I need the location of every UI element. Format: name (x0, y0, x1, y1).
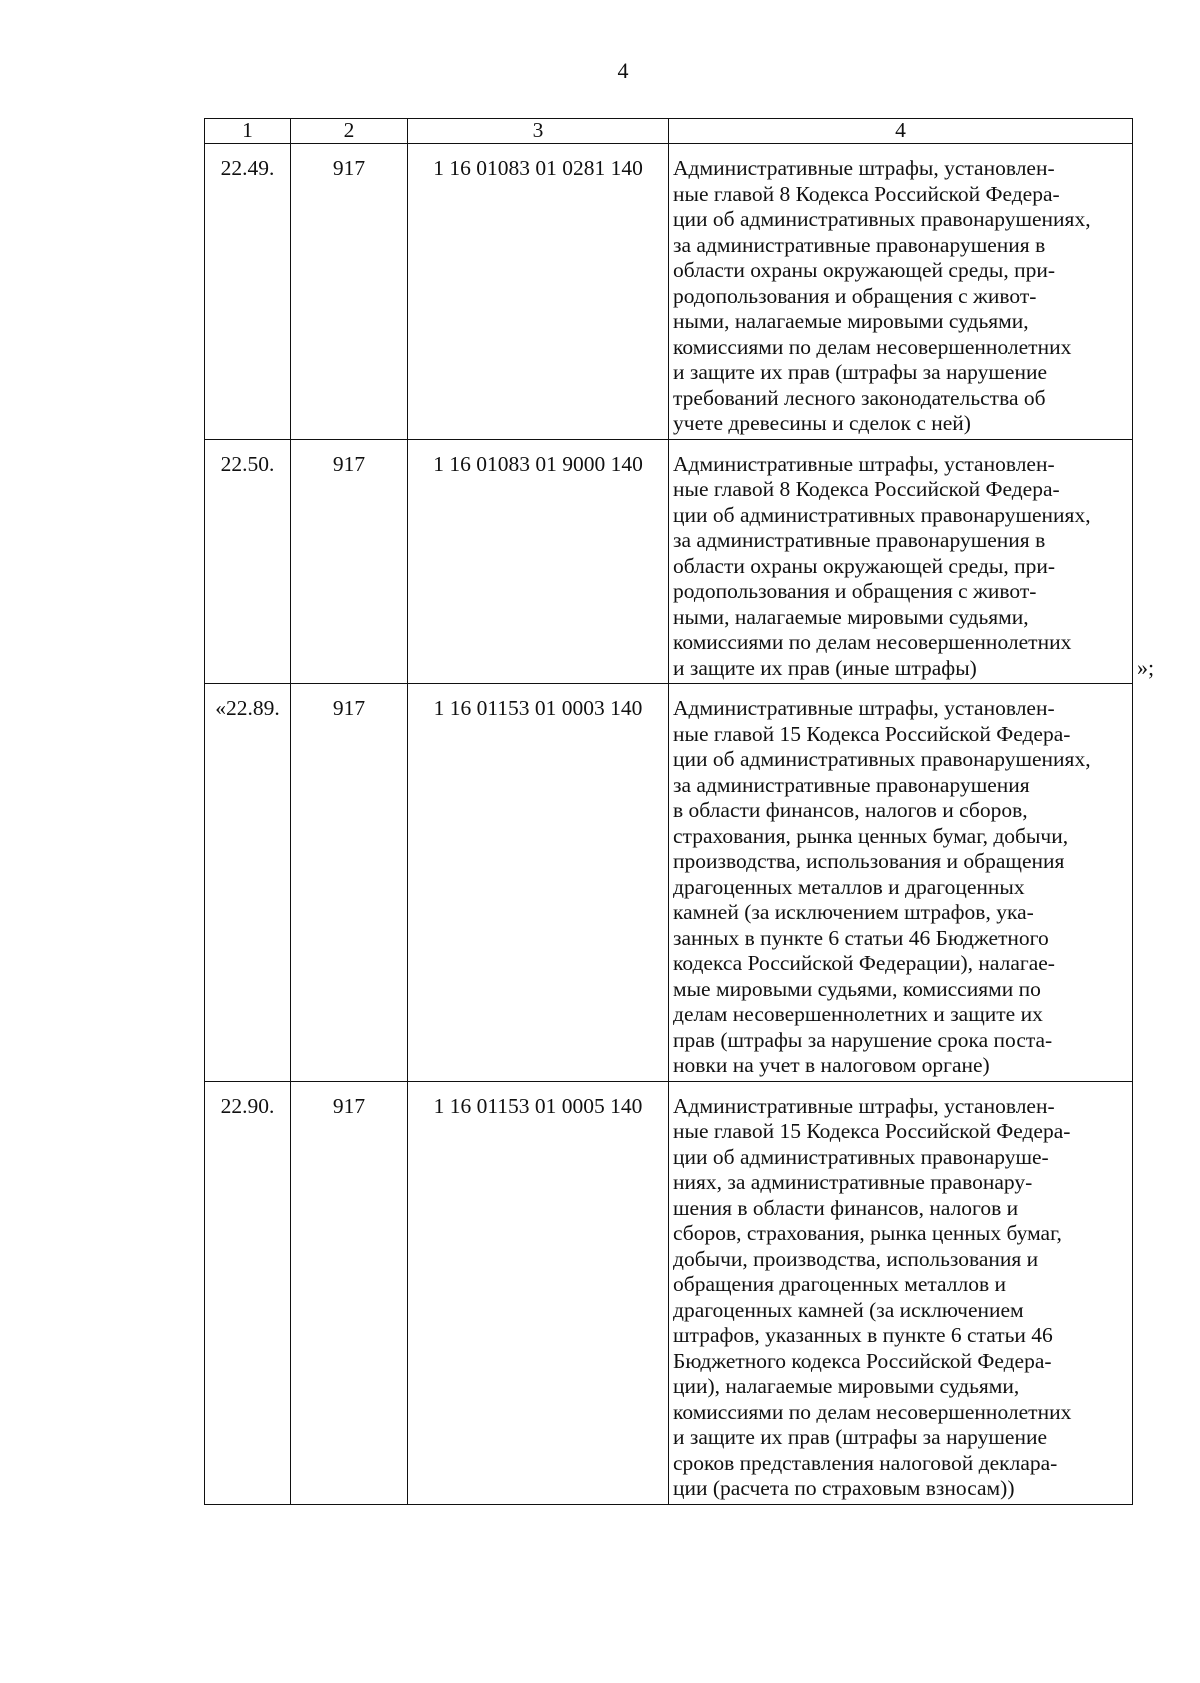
description-line: за административные правонарушения в (673, 232, 1046, 257)
description-line: учете древесины и сделок с ней) (673, 411, 971, 435)
revenue-description (669, 439, 1133, 684)
budget-classification-code: 1 16 01083 01 9000 140 (408, 439, 669, 684)
header-col-4: 4 (669, 119, 1133, 144)
description-line: Административные штрафы, установлен- (673, 156, 1055, 180)
description-line: Административные штрафы, установлен- (673, 696, 1055, 720)
description-line: ными, налагаемые мировыми судьями, (673, 309, 1029, 333)
description-line: кодекса Российской Федерации), налагае- (673, 951, 1055, 975)
description-line: шения в области финансов, налогов и (673, 1195, 1019, 1220)
header-col-3: 3 (408, 119, 669, 144)
admin-code: 917 (291, 144, 408, 440)
description-line: ниях, за административные правонару- (673, 1170, 1033, 1194)
description-line: прав (штрафы за нарушение срока поста- (673, 1027, 1053, 1052)
description-line: штрафов, указанных в пункте 6 статьи 46 (673, 1323, 1053, 1347)
description-line: ные главой 8 Кодекса Российской Федера- (673, 477, 1060, 501)
budget-codes-table (204, 118, 1133, 1505)
budget-classification-code: 1 16 01153 01 0003 140 (408, 684, 669, 1082)
description-line: драгоценных камней (за исключением (673, 1297, 1024, 1322)
description-line: новки на учет в налоговом органе) (673, 1053, 990, 1077)
table-row (205, 144, 1133, 440)
description-line: занных в пункте 6 статьи 46 Бюджетного (673, 925, 1049, 950)
description-line: страхования, рынка ценных бумаг, добычи, (673, 823, 1069, 848)
description-line: Административные штрафы, установлен- (673, 451, 1055, 476)
description-line: области охраны окружающей среды, при- (673, 258, 1056, 282)
table-row (205, 439, 1133, 684)
description-line: области охраны окружающей среды, при- (673, 553, 1056, 578)
description-line: ные главой 15 Кодекса Российской Федера- (673, 1119, 1071, 1143)
description-line: родопользования и обращения с живот- (673, 283, 1037, 308)
page-number: 4 (617, 58, 629, 83)
description-line: за административные правонарушения в (673, 528, 1046, 552)
revenue-description (669, 1081, 1133, 1504)
header-row (205, 119, 1133, 144)
budget-classification-code: 1 16 01153 01 0005 140 (408, 1081, 669, 1504)
description-line: и защите их прав (штрафы за нарушение (673, 1425, 1047, 1449)
revenue-description (669, 684, 1133, 1082)
description-line: камней (за исключением штрафов, ука- (673, 900, 1034, 924)
description-line: в области финансов, налогов и сборов, (673, 798, 1028, 822)
admin-code: 917 (291, 684, 408, 1082)
description-line: делам несовершеннолетних и защите их (673, 1002, 1043, 1026)
description-line: ции об административных правонарушениях, (673, 502, 1091, 527)
description-line: добычи, производства, использования и (673, 1246, 1039, 1271)
description-line: ции об административных правонарушениях, (673, 207, 1091, 231)
description-line: Административные штрафы, установлен- (673, 1093, 1055, 1118)
row-number: 22.90. (205, 1081, 291, 1504)
description-line: драгоценных металлов и драгоценных (673, 874, 1025, 899)
description-line: ции об административных правонарушениях, (673, 747, 1091, 771)
description-line: комиссиями по делам несовершеннолетних (673, 630, 1072, 654)
description-line: ные главой 15 Кодекса Российской Федера- (673, 721, 1071, 746)
description-line: ции), налагаемые мировыми судьями, (673, 1374, 1020, 1398)
row-number: 22.49. (205, 144, 291, 440)
description-line: ции (расчета по страховым взносам)) (673, 1476, 1015, 1500)
row-number: 22.50. (205, 439, 291, 684)
budget-classification-code: 1 16 01083 01 0281 140 (408, 144, 669, 440)
description-line: и защите их прав (иные штрафы) (673, 655, 977, 680)
table-row (205, 684, 1133, 1082)
description-line: родопользования и обращения с живот- (673, 579, 1037, 603)
closing-quote-mark: »; (1137, 655, 1155, 680)
description-line: обращения драгоценных металлов и (673, 1272, 1007, 1296)
description-line: ные главой 8 Кодекса Российской Федера- (673, 181, 1060, 206)
description-line: сборов, страхования, рынка ценных бумаг, (673, 1221, 1062, 1245)
description-line: ции об административных правонаруше- (673, 1144, 1049, 1169)
description-line: комиссиями по делам несовершеннолетних (673, 334, 1072, 359)
admin-code: 917 (291, 1081, 408, 1504)
description-line: производства, использования и обращения (673, 849, 1065, 873)
header-col-1: 1 (205, 119, 291, 144)
header-col-2: 2 (291, 119, 408, 144)
description-line: и защите их прав (штрафы за нарушение (673, 360, 1047, 384)
description-line: комиссиями по делам несовершеннолетних (673, 1399, 1072, 1424)
row-number: «22.89. (205, 684, 291, 1082)
description-line: требований лесного законодательства об (673, 385, 1046, 410)
admin-code: 917 (291, 439, 408, 684)
description-line: Бюджетного кодекса Российской Федера- (673, 1348, 1052, 1373)
description-line: ными, налагаемые мировыми судьями, (673, 604, 1029, 629)
revenue-description (669, 144, 1133, 440)
description-line: сроков представления налоговой деклара- (673, 1450, 1058, 1475)
description-line: за административные правонарушения (673, 772, 1030, 797)
description-line: мые мировыми судьями, комиссиями по (673, 976, 1041, 1001)
table-row (205, 1081, 1133, 1504)
